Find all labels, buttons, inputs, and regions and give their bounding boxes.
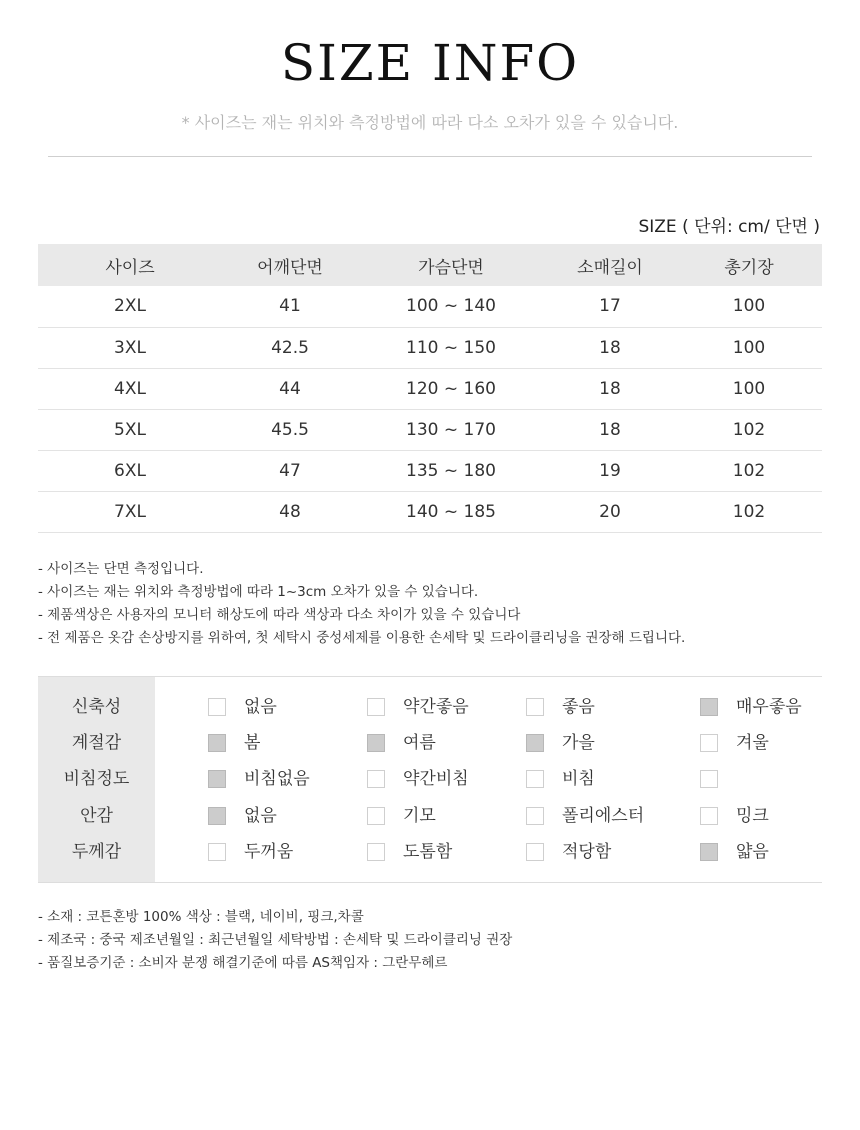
cell-chest: 100 ~ 140 — [358, 286, 544, 327]
cell-chest: 135 ~ 180 — [358, 450, 544, 491]
fabric-properties — [38, 676, 822, 883]
option-label: 기모 — [403, 806, 436, 826]
checkbox — [367, 843, 385, 861]
option-label: 매우좋음 — [736, 697, 802, 717]
product-details — [38, 906, 512, 975]
cell-sleeve: 18 — [544, 368, 676, 409]
detail-item: - 품질보증기준 : 소비자 분쟁 해결기준에 따름 AS책임자 : 그란무헤르 — [38, 955, 448, 971]
header-length: 총기장 — [676, 244, 822, 286]
property-row-stretch — [38, 689, 822, 725]
cell-shoulder: 42.5 — [222, 327, 358, 368]
unit-label: SIZE ( 단위: cm/ 단면 ) — [638, 217, 820, 237]
checkbox — [700, 770, 718, 788]
option-label: 없음 — [244, 806, 277, 826]
checkbox — [700, 698, 718, 716]
cell-shoulder: 47 — [222, 450, 358, 491]
checkbox — [526, 770, 544, 788]
cell-size: 4XL — [38, 368, 222, 409]
cell-length: 100 — [676, 286, 822, 327]
option-label: 겨울 — [736, 733, 769, 753]
property-row-season — [38, 725, 822, 761]
note-item: - 전 제품은 옷감 손상방지를 위하여, 첫 세탁시 중성세제를 이용한 손세탁 및 드라이클리닝을 권장해 드립니다. — [38, 630, 686, 646]
option-label: 가을 — [562, 733, 595, 753]
cell-length: 102 — [676, 409, 822, 450]
cell-sleeve: 20 — [544, 491, 676, 532]
checkbox — [700, 807, 718, 825]
property-row-thickness — [38, 834, 822, 870]
cell-shoulder: 45.5 — [222, 409, 358, 450]
cell-length: 102 — [676, 491, 822, 532]
checkbox — [700, 734, 718, 752]
checkbox — [526, 698, 544, 716]
cell-size: 5XL — [38, 409, 222, 450]
cell-sleeve: 18 — [544, 409, 676, 450]
option-label: 봄 — [244, 733, 261, 753]
cell-chest: 120 ~ 160 — [358, 368, 544, 409]
cell-shoulder: 48 — [222, 491, 358, 532]
size-disclaimer: * 사이즈는 재는 위치와 측정방법에 따라 다소 오차가 있을 수 있습니다. — [181, 113, 679, 132]
checkbox — [700, 843, 718, 861]
cell-length: 102 — [676, 450, 822, 491]
cell-sleeve: 17 — [544, 286, 676, 327]
table-row — [38, 450, 822, 491]
cell-chest: 130 ~ 170 — [358, 409, 544, 450]
table-row — [38, 368, 822, 409]
size-info-title: SIZE INFO — [280, 34, 580, 92]
cell-shoulder: 41 — [222, 286, 358, 327]
header-sleeve: 소매길이 — [544, 244, 676, 286]
property-label: 계절감 — [71, 733, 122, 753]
measurement-notes — [38, 558, 685, 650]
checkbox — [208, 698, 226, 716]
property-label: 안감 — [80, 806, 113, 826]
option-label: 적당함 — [562, 842, 612, 862]
property-label: 비침정도 — [63, 769, 130, 789]
detail-item: - 제조국 : 중국 제조년월일 : 최근년월일 세탁방법 : 손세탁 및 드라이클리닝 권장 — [38, 932, 513, 948]
cell-size: 2XL — [38, 286, 222, 327]
cell-chest: 110 ~ 150 — [358, 327, 544, 368]
note-item: - 사이즈는 단면 측정입니다. — [38, 561, 204, 577]
table-row — [38, 409, 822, 450]
divider — [48, 156, 812, 157]
note-item: - 사이즈는 재는 위치와 측정방법에 따라 1~3cm 오차가 있을 수 있습니다. — [38, 584, 479, 600]
checkbox — [208, 734, 226, 752]
option-label: 폴리에스터 — [562, 806, 645, 826]
checkbox — [526, 843, 544, 861]
cell-size: 6XL — [38, 450, 222, 491]
checkbox — [367, 698, 385, 716]
option-label: 약간비침 — [403, 769, 469, 789]
size-table — [38, 244, 822, 533]
cell-length: 100 — [676, 327, 822, 368]
checkbox — [208, 770, 226, 788]
checkbox — [367, 734, 385, 752]
cell-length: 100 — [676, 368, 822, 409]
option-label: 없음 — [244, 697, 277, 717]
property-label: 신축성 — [71, 697, 122, 717]
checkbox — [367, 807, 385, 825]
option-label: 두꺼움 — [244, 842, 294, 862]
cell-sleeve: 19 — [544, 450, 676, 491]
header-size: 사이즈 — [38, 244, 222, 286]
option-label: 여름 — [403, 733, 436, 753]
cell-size: 7XL — [38, 491, 222, 532]
table-header-row — [38, 244, 822, 286]
option-label: 도톰함 — [403, 842, 453, 862]
option-label: 비침 — [562, 769, 595, 789]
checkbox — [208, 843, 226, 861]
option-label: 좋음 — [562, 697, 595, 717]
property-label: 두께감 — [71, 842, 122, 862]
checkbox — [367, 770, 385, 788]
checkbox — [526, 734, 544, 752]
checkbox — [526, 807, 544, 825]
table-row — [38, 491, 822, 532]
cell-chest: 140 ~ 185 — [358, 491, 544, 532]
cell-shoulder: 44 — [222, 368, 358, 409]
option-label: 얇음 — [736, 842, 769, 862]
checkbox — [208, 807, 226, 825]
table-row — [38, 327, 822, 368]
table-row — [38, 286, 822, 327]
cell-size: 3XL — [38, 327, 222, 368]
note-item: - 제품색상은 사용자의 모니터 해상도에 따라 색상과 다소 차이가 있을 수 있습니다 — [38, 607, 521, 623]
option-label: 밍크 — [736, 806, 769, 826]
property-row-sheerness — [38, 761, 822, 797]
option-label: 비침없음 — [244, 769, 310, 789]
property-row-lining — [38, 798, 822, 834]
header-chest: 가슴단면 — [358, 244, 544, 286]
cell-sleeve: 18 — [544, 327, 676, 368]
header-shoulder: 어깨단면 — [222, 244, 358, 286]
option-label: 약간좋음 — [403, 697, 469, 717]
detail-item: - 소재 : 코튼혼방 100% 색상 : 블랙, 네이비, 핑크,차콜 — [38, 909, 364, 925]
